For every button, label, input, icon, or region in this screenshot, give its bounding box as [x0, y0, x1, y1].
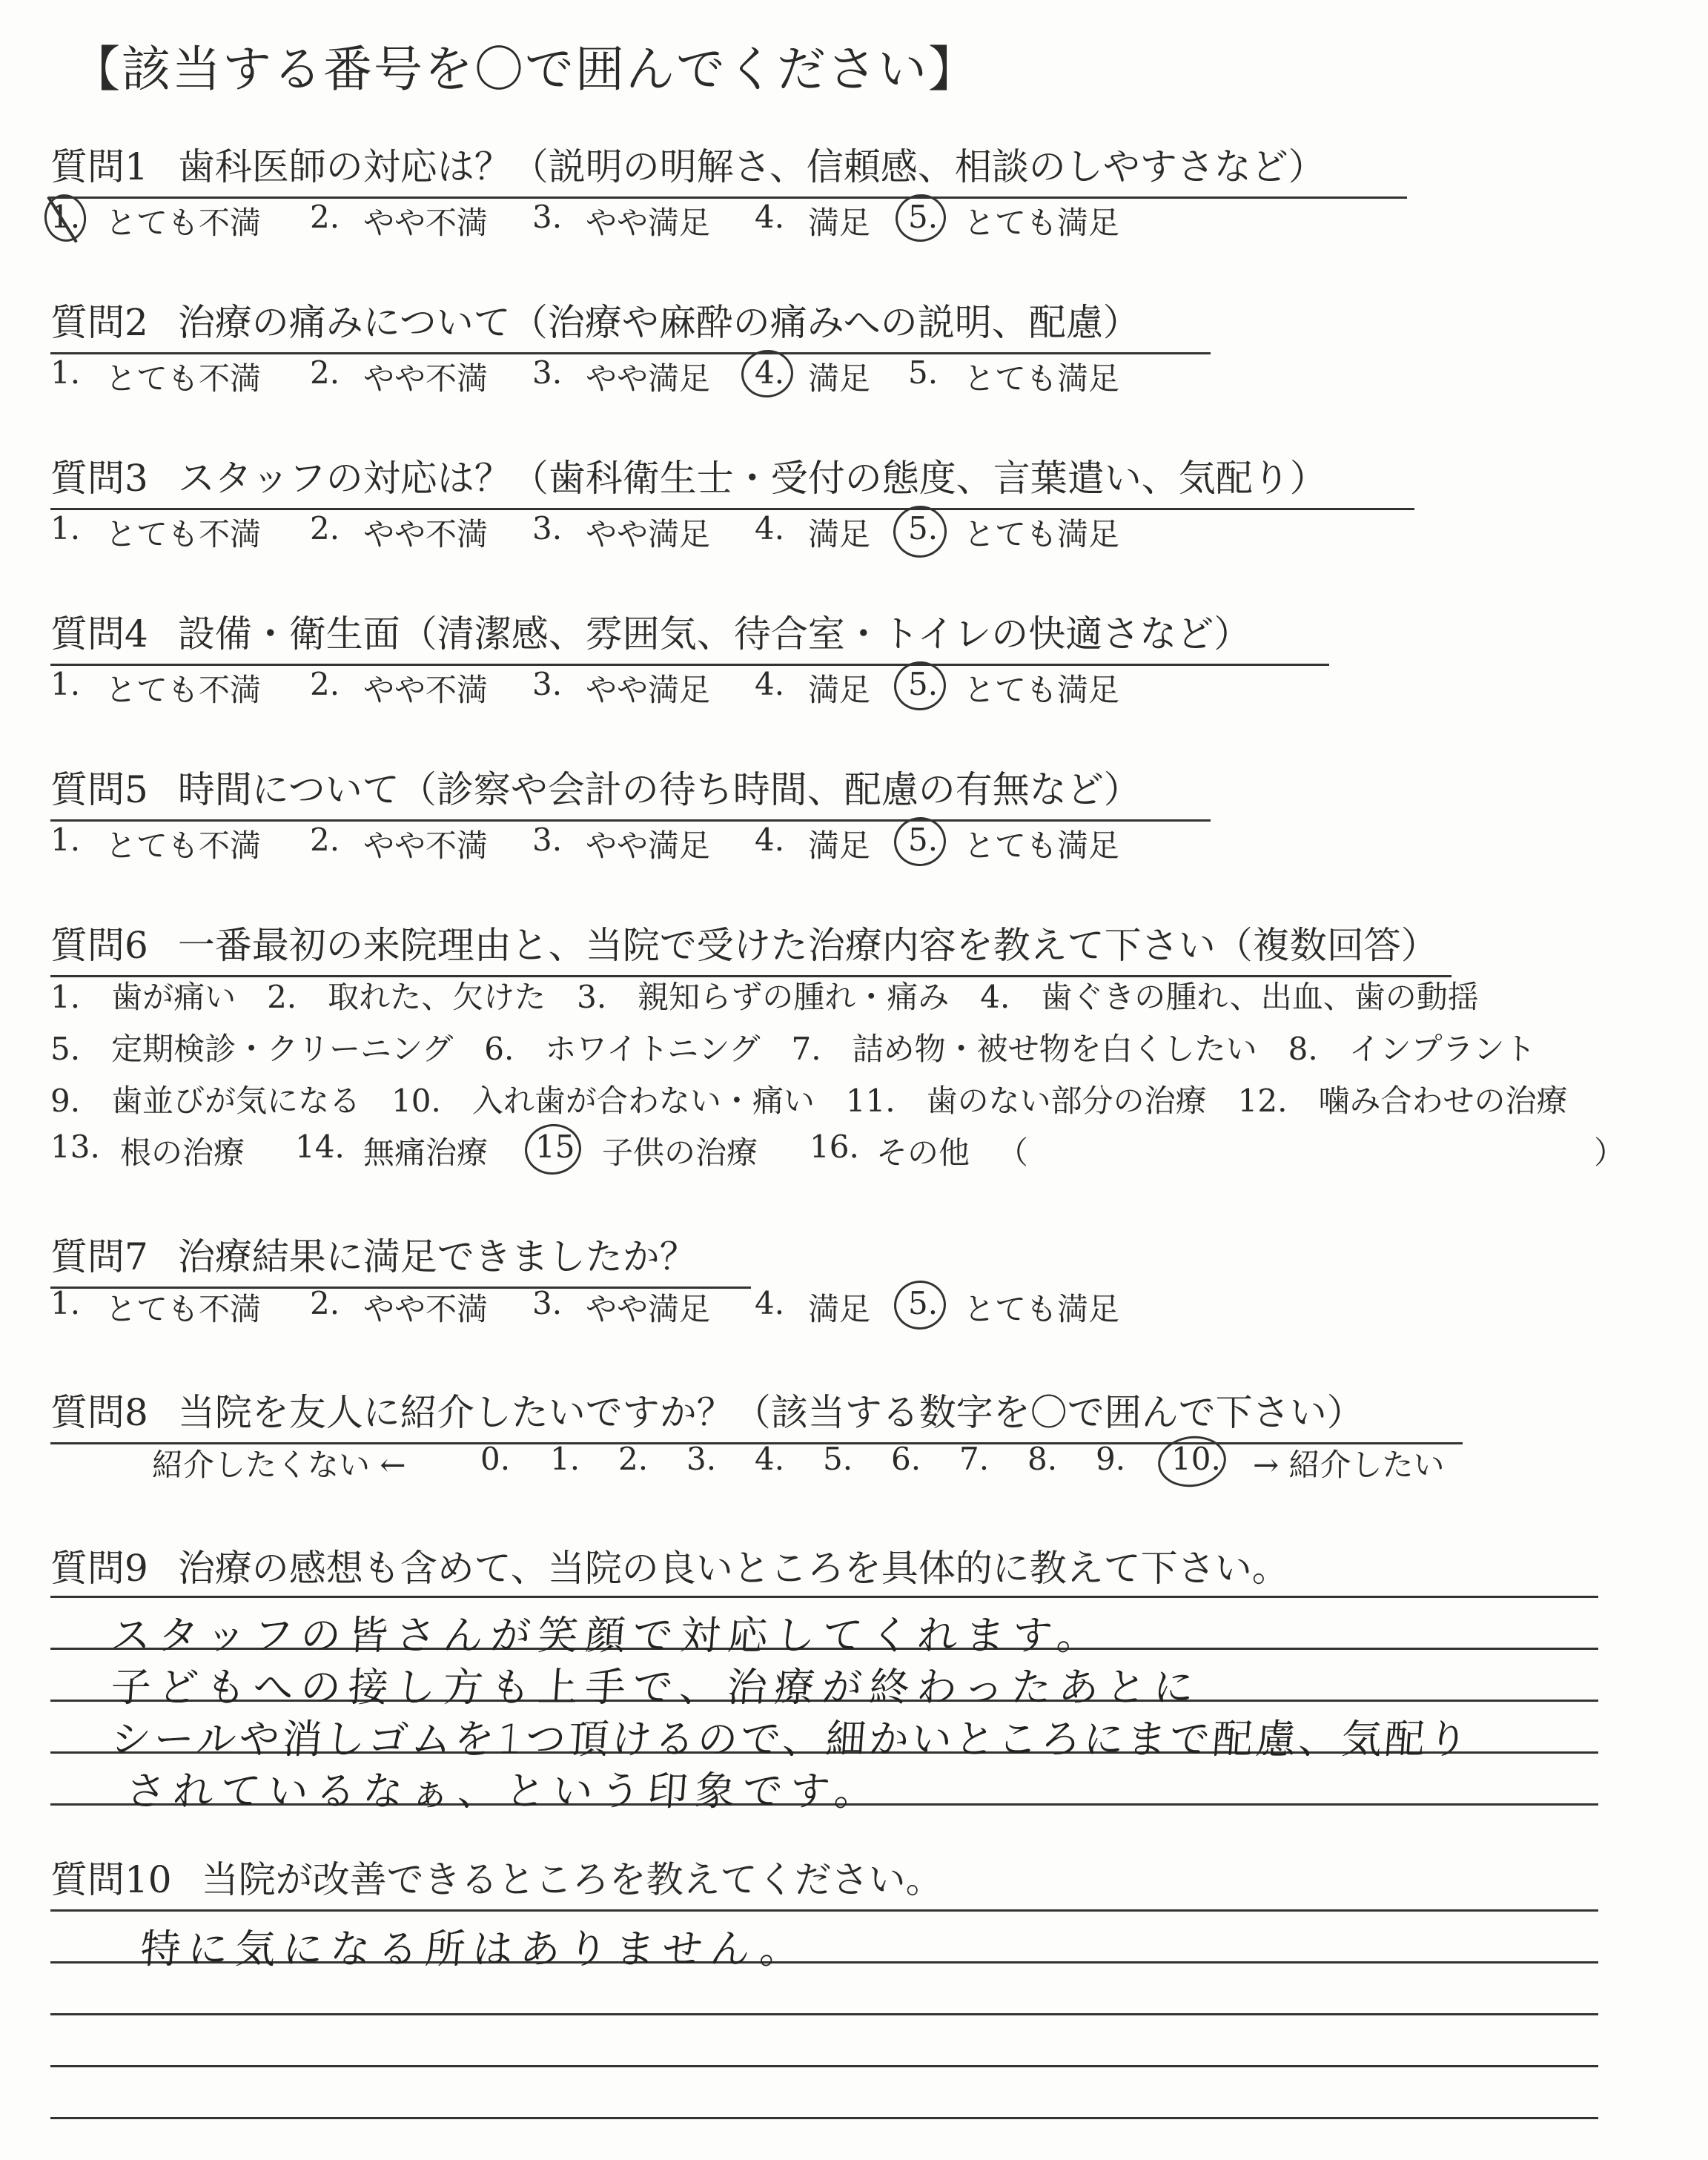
answer-line	[50, 2065, 1598, 2067]
option-label[interactable]: 根の治療	[120, 1135, 245, 1171]
question-text: 当院が改善できるところを教えてください。	[201, 1858, 943, 1901]
option-number[interactable]: 3.	[532, 822, 563, 858]
handwritten-answer: 子どもへの接し方も上手で、治療が終わったあとに	[109, 1664, 1203, 1711]
answer-line	[50, 2013, 1598, 2015]
option-label[interactable]: とても不満	[105, 360, 262, 397]
option-label[interactable]: 子供の治療	[602, 1135, 758, 1171]
option-label[interactable]: とても不満	[105, 516, 262, 552]
option-number[interactable]: 3.	[532, 354, 563, 391]
question-3-title	[50, 449, 1414, 510]
option-number[interactable]: 4.	[755, 199, 785, 235]
question-10-title	[50, 1850, 943, 1903]
option-label[interactable]: 満足	[808, 205, 871, 241]
question-1-title	[50, 137, 1407, 199]
question-label: 質問2	[50, 301, 148, 344]
option-label[interactable]: 満足	[808, 828, 871, 864]
option-number[interactable]: 14.	[295, 1129, 345, 1165]
question-text: 治療結果に満足できましたか？	[177, 1235, 697, 1278]
option-label[interactable]: 満足	[808, 516, 871, 552]
handwritten-answer: 特に気になる所はありません。	[139, 1926, 810, 1972]
scale-number[interactable]: 7.	[959, 1441, 990, 1477]
option-label[interactable]: 無痛治療	[363, 1135, 489, 1171]
option-label[interactable]: とても不満	[105, 205, 262, 241]
option-number[interactable]: 5.	[908, 1285, 939, 1321]
question-6-title	[50, 916, 1452, 977]
option-number[interactable]: 5.	[908, 199, 939, 235]
answer-line	[50, 1596, 1598, 1598]
question-8-title	[50, 1383, 1463, 1444]
circle-mark	[738, 346, 796, 400]
question-text: 設備・衛生面（清潔感、雰囲気、待合室・トイレの快適さなど）	[177, 612, 1251, 655]
option-number[interactable]: 1.	[50, 822, 81, 858]
question-label: 質問1	[50, 145, 148, 188]
option-number[interactable]: 16.	[810, 1129, 859, 1165]
option-row[interactable]: 5. 定期検診・クリーニング 6. ホワイトニング 7. 詰め物・被せ物を白くしたい 8. インプラント	[50, 1031, 1536, 1067]
circle-mark	[890, 502, 950, 561]
question-label: 質問7	[50, 1235, 148, 1278]
option-label[interactable]: とても満足	[964, 205, 1120, 241]
option-number[interactable]: 13.	[50, 1129, 100, 1165]
option-label[interactable]: やや満足	[586, 205, 711, 241]
option-number[interactable]: 15	[535, 1129, 575, 1165]
question-text: 一番最初の来院理由と、当院で受けた治療内容を教えて下さい（複数回答）	[177, 924, 1438, 967]
option-number[interactable]: 2.	[310, 822, 340, 858]
option-label[interactable]: やや満足	[586, 516, 711, 552]
question-text: 時間について（診察や会計の待ち時間、配慮の有無など）	[177, 768, 1141, 811]
option-label[interactable]: やや満足	[586, 1291, 711, 1327]
answer-line	[50, 2117, 1598, 2119]
option-label[interactable]: やや不満	[363, 205, 489, 241]
question-text: 当院を友人に紹介したいですか？（該当する数字を〇で囲んで下さい）	[177, 1391, 1364, 1434]
option-label[interactable]: とても満足	[964, 672, 1120, 708]
question-label: 質問6	[50, 924, 148, 967]
question-label: 質問10	[50, 1858, 172, 1901]
question-text: 治療の痛みについて（治療や麻酔の痛みへの説明、配慮）	[177, 301, 1140, 344]
option-label[interactable]: やや不満	[363, 672, 489, 708]
option-label[interactable]: とても満足	[964, 828, 1120, 864]
option-number[interactable]: 2.	[310, 199, 340, 235]
scale-number[interactable]: 5.	[823, 1441, 853, 1477]
question-label: 質問5	[50, 768, 148, 811]
question-5-title	[50, 760, 1211, 822]
option-number[interactable]: 3.	[532, 1285, 563, 1321]
scale-number[interactable]: 3.	[686, 1441, 717, 1477]
option-label[interactable]: とても満足	[964, 1291, 1120, 1327]
handwritten-answer: されているなぁ、という印象です。	[124, 1768, 884, 1814]
option-label[interactable]: その他	[876, 1135, 970, 1171]
handwritten-answer: シールや消しゴムを1つ頂けるので、細かいところにまで配慮、気配り	[109, 1716, 1473, 1763]
option-label[interactable]: やや不満	[363, 1291, 489, 1327]
question-text: 治療の感想も含めて、当院の良いところを具体的に教えて下さい。	[177, 1547, 1289, 1590]
option-number[interactable]: 3.	[532, 666, 563, 702]
option-label[interactable]: やや満足	[586, 360, 711, 397]
scale-number[interactable]: 1.	[550, 1441, 580, 1477]
option-number[interactable]: 2.	[310, 666, 340, 702]
circle-mark	[893, 191, 949, 245]
scale-number[interactable]: 10.	[1171, 1441, 1221, 1477]
scale-number[interactable]: 4.	[755, 1441, 785, 1477]
handwritten-answer: スタッフの皆さんが笑顔で対応してくれます。	[109, 1612, 1106, 1659]
scale-number[interactable]: 0.	[480, 1441, 511, 1477]
other-paren-open: （	[997, 1135, 1029, 1171]
option-label[interactable]: とても不満	[105, 828, 262, 864]
question-7-title	[50, 1227, 751, 1289]
option-label[interactable]: 満足	[808, 672, 871, 708]
option-number[interactable]: 4.	[755, 666, 785, 702]
option-number[interactable]: 5.	[908, 354, 939, 391]
circle-mark	[891, 658, 950, 713]
question-label: 質問8	[50, 1391, 148, 1434]
option-label[interactable]: とても不満	[105, 1291, 262, 1327]
question-4-title	[50, 604, 1329, 666]
question-label: 質問3	[50, 457, 148, 500]
option-number[interactable]: 2.	[310, 1285, 340, 1321]
option-number[interactable]: 4.	[755, 354, 785, 391]
circle-mark	[891, 813, 950, 869]
question-label: 質問4	[50, 612, 148, 655]
circle-mark	[522, 1120, 585, 1178]
scale-number[interactable]: 9.	[1096, 1441, 1126, 1477]
option-number[interactable]: 1.	[50, 1285, 81, 1321]
option-number[interactable]: 4.	[755, 822, 785, 858]
circle-mark	[891, 1277, 950, 1332]
scale-right-label: → 紹介したい	[1253, 1447, 1445, 1483]
option-number[interactable]: 5.	[908, 510, 939, 546]
option-label[interactable]: やや満足	[586, 828, 711, 864]
option-number[interactable]: 4.	[755, 510, 785, 546]
option-row[interactable]: 1. 歯が痛い 2. 取れた、欠けた 3. 親知らずの腫れ・痛み 4. 歯ぐきの腫れ、出血、歯の動揺	[50, 979, 1479, 1015]
option-number[interactable]: 5.	[908, 822, 939, 858]
answer-line	[50, 1909, 1598, 1912]
option-number[interactable]: 1.	[50, 510, 81, 546]
option-label[interactable]: やや不満	[363, 516, 489, 552]
option-label[interactable]: とても不満	[105, 672, 262, 708]
scale-number[interactable]: 2.	[618, 1441, 649, 1477]
option-number[interactable]: 3.	[532, 510, 563, 546]
option-label[interactable]: やや不満	[363, 360, 489, 397]
option-label[interactable]: 満足	[808, 360, 871, 397]
option-label[interactable]: とても満足	[964, 360, 1120, 397]
option-label[interactable]: 満足	[808, 1291, 871, 1327]
option-number[interactable]: 2.	[310, 354, 340, 391]
question-text: スタッフの対応は？（歯科衛生士・受付の態度、言葉遣い、気配り）	[177, 457, 1327, 500]
option-label[interactable]: やや不満	[363, 828, 489, 864]
question-label: 質問9	[50, 1547, 148, 1590]
option-row[interactable]: 9. 歯並びが気になる 10. 入れ歯が合わない・痛い 11. 歯のない部分の治療 12. 噛み合わせの治療	[50, 1083, 1568, 1119]
option-number[interactable]: 4.	[755, 1285, 785, 1321]
scale-number[interactable]: 8.	[1027, 1441, 1058, 1477]
question-2-title	[50, 293, 1211, 354]
form-header: 【該当する番号を〇で囲んでください】	[71, 41, 979, 98]
scale-number[interactable]: 6.	[891, 1441, 921, 1477]
option-label[interactable]: とても満足	[964, 516, 1120, 552]
option-number[interactable]: 1.	[50, 354, 81, 391]
option-label[interactable]: やや満足	[586, 672, 711, 708]
option-number[interactable]: 1.	[50, 666, 81, 702]
scale-left-label: 紹介したくない ←	[152, 1447, 406, 1483]
option-number[interactable]: 1.	[50, 199, 81, 235]
question-text: 歯科医師の対応は？（説明の明解さ、信頼感、相談のしやすさなど）	[177, 145, 1325, 188]
question-9-title	[50, 1539, 1289, 1592]
option-number[interactable]: 2.	[310, 510, 340, 546]
option-number[interactable]: 3.	[532, 199, 563, 235]
other-paren-close: ）	[1594, 1135, 1626, 1171]
option-number[interactable]: 5.	[908, 666, 939, 702]
